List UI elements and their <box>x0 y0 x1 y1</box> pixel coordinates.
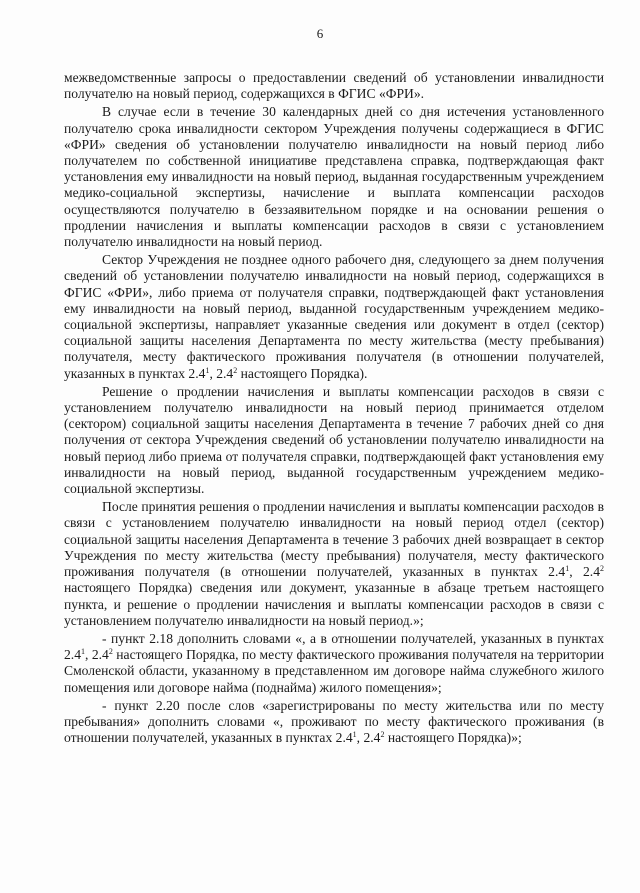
paragraph <box>64 631 604 696</box>
superscript: 2 <box>600 564 604 574</box>
paragraph-text: , 2.4 <box>209 365 234 381</box>
page-number: 6 <box>316 26 324 41</box>
paragraph-text: настоящего Порядка, по месту фактического проживания получателя на территории Смоленской области, указанному в представленном им договоре найма служебного жилого помещения или договоре найма (поднайма) жилого помещения»; <box>64 647 604 695</box>
paragraph-text: , 2.4 <box>569 564 600 580</box>
paragraph-text: , 2.4 <box>356 730 381 746</box>
paragraph-text: В случае если в течение 30 календарных дней со дня истечения установленного получателю срока инвалидности сектором Учреждения получены содержащиеся в ФГИС «ФРИ» сведения об установлении получателю инвалидности на новый период либо получателем по собственной инициативе представлена справка, подтверждающая факт установления ему инвалидности на новый период, выданная государственным учреждением медико-социальной экспертизы, начисление и выплата компенсации расходов осуществляются получателю в беззаявительном порядке и на основании решения о продлении начисления и выплаты компенсации расходов в связи с установлением получателю инвалидности на новый период. <box>64 104 604 250</box>
paragraph-text: - пункт 2.20 после слов «зарегистрированы по месту жительства или по месту пребывания» дополнить словами «, проживают по месту фактического проживания (в отношении получателей, указанных в пунктах 2.4 <box>64 697 604 746</box>
paragraph <box>64 104 604 250</box>
paragraph <box>64 252 604 382</box>
superscript: 2 <box>380 730 385 740</box>
superscript: 1 <box>565 564 570 574</box>
paragraph-text: , 2.4 <box>85 647 109 663</box>
paragraph-text: После принятия решения о продлении начисления и выплаты компенсации расходов в связи с установлением получателю инвалидности на новый период отдел (сектор) социальной защиты населения Департамента в течение 3 рабочих дней возвращает в сектор Учреждения по месту жительства (месту пребывания) получателя, месту фактического проживания получателя (в отношении получателей, указанных в пунктах 2.4 <box>64 499 604 580</box>
paragraph-text: настоящего Порядка). <box>237 365 368 381</box>
paragraph-text: настоящего Порядка) сведения или документ, указанные в абзаце третьем настоящего пункта, и решение о продлении начисления и выплаты компенсации расходов в связи с установлением получателю инвалидности на новый период.»; <box>64 580 604 628</box>
paragraph-text: Сектор Учреждения не позднее одного рабочего дня, следующего за днем получения сведений об установлении получателю инвалидности на новый период, содержащихся в ФГИС «ФРИ», либо приема от получателя справки, подтверждающей факт установления ему инвалидности на новый период, выданной государственным учреждением медико-социальной экспертизы, направляет указанные сведения или документ в отдел (сектор) социальной защиты населения Департамента по месту жительства (месту пребывания) получателя, месту фактического проживания получателя (в отношении получателей, указанных в пунктах 2.4 <box>64 252 604 381</box>
paragraph-text: - пункт 2.18 дополнить словами «, а в отношении получателей, указанных в пунктах 2.4 <box>64 630 604 663</box>
superscript: 2 <box>108 647 113 657</box>
superscript: 1 <box>205 365 210 375</box>
paragraph <box>64 70 604 102</box>
paragraph-text: настоящего Порядка)»; <box>384 730 522 746</box>
paragraph <box>64 698 604 747</box>
paragraph-text: Решение о продлении начисления и выплаты компенсации расходов в связи с установлением получателю инвалидности на новый период принимается отделом (сектором) социальной защиты населения Департамента в течение 7 рабочих дней со дня получения от сектора Учреждения сведений об установлении получателю инвалидности на новый период либо приема от получателя справки, подтверждающей факт установления ему инвалидности на новый период, выданной государственным учреждением медико-социальной экспертизы. <box>64 383 604 497</box>
superscript: 2 <box>233 365 238 375</box>
paragraph <box>64 499 604 629</box>
paragraph-text: межведомственные запросы о предоставлении сведений об установлении инвалидности получателю на новый период, содержащихся в ФГИС «ФРИ». <box>64 70 604 102</box>
superscript: 1 <box>352 730 357 740</box>
document-body <box>64 70 604 746</box>
superscript: 1 <box>81 647 85 657</box>
paragraph <box>64 384 604 497</box>
